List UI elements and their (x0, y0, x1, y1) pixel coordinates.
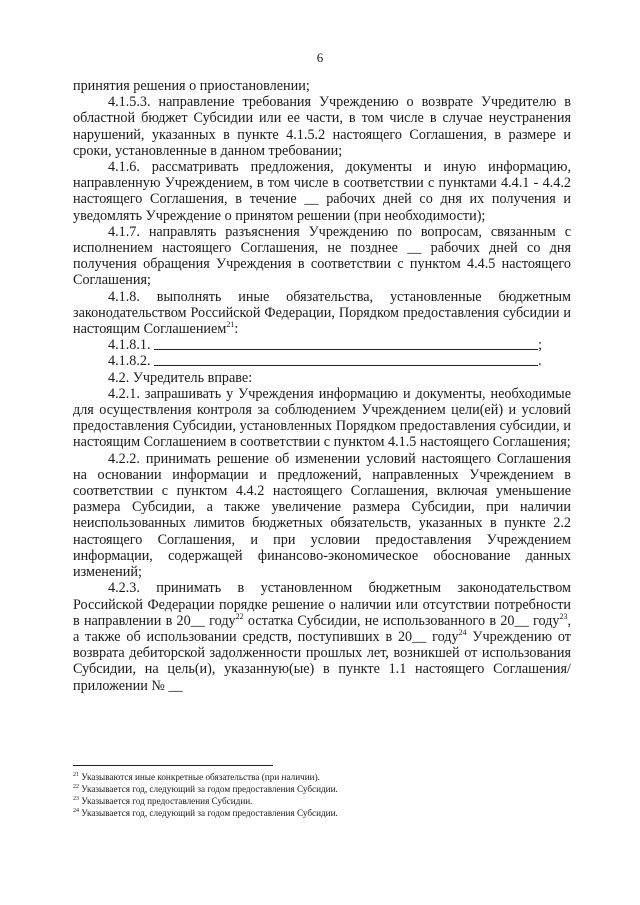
clause-4-1-8-colon: : (234, 321, 239, 338)
clause-4-2-3 (73, 580, 571, 693)
clause-4-1-6: 4.1.6. рассматривать предложения, документы и иную информацию, направленную Учреждением, в том числе в соответствии с пунктами 4.4.1 - 4.4.2 настоящего Соглашения, в течение __ рабочих дней со дня их получения и уведомлять Учреждение о принятом решении (при необходимости); (73, 159, 571, 224)
clause-4-2: 4.2. Учредитель вправе: (108, 369, 253, 386)
clause-4-2-3-part-b: остатка Субсидии, не использованного в 20__ году (243, 612, 560, 629)
footnote-21: $^{21}$ Указываются иные конкретные обязательства (при наличии). (73, 772, 320, 782)
footnote-23: $^{23}$ Указывается год предоставления Субсидии. (73, 796, 253, 806)
footnote-22: $^{22}$ Указывается год, следующий за годом предоставления Субсидии. (73, 784, 338, 794)
footnotes (73, 765, 571, 819)
clause-4-2-1: 4.2.1. запрашивать у Учреждения информацию и документы, необходимые для осуществления контроля за соблюдением Учреждением цели(ей) и условий предоставления Субсидии, установленных Порядком предоставления субсидии, и настоящим Соглашением в соответствии с пунктом 4.1.5 настоящего Соглашения; (73, 385, 571, 451)
footnote-divider (73, 765, 273, 766)
blank-line (154, 337, 538, 350)
footnote-ref-22: 22 (235, 611, 244, 621)
clause-4-2-3-part-d: Учреждению от возврата дебиторской задолженности прошлых лет, возникшей от использования Субсидии, на цель(и), указанную(ые) в пункте 1.1 настоящего Соглашения/приложении № __ (73, 628, 571, 694)
clause-4-1-8-1-label: 4.1.8.1. (108, 337, 151, 354)
clause-4-1-5-3: 4.1.5.3. направление требования Учреждению о возврате Учредителю в областной бюджет Субсидии или ее части, в том числе в случае неустранения нарушений, указанных в пункте 4.1.5.2 настоящего Соглашения, в размере и сроки, установленные в данном требовании; (73, 94, 571, 159)
clause-4-1-8-1 (73, 337, 571, 353)
clause-4-1-8-2-label: 4.1.8.2. (108, 353, 151, 370)
paragraph-continuation: принятия решения о приостановлении; (73, 78, 310, 94)
clause-4-2-3-part-a: 4.2.3. принимать в установленном бюджетным законодательством Российской Федерации порядке решение о наличии или отсутствии потребности в направлении в 20__ году (73, 580, 571, 629)
clause-4-1-7: 4.1.7. направлять разъяснения Учреждению по вопросам, связанным с исполнением настоящего Соглашения, не позднее __ рабочих дней со дня получения обращения Учреждения в соответствии с пунктом 4.4.5 настоящего Соглашения; (73, 223, 571, 289)
clause-4-1-8-2-end: . (538, 353, 542, 370)
footnote-ref-23: 23 (559, 611, 568, 621)
footnote-ref-21: 21 (226, 320, 235, 330)
clause-4-1-8-1-end: ; (538, 337, 543, 354)
clause-4-2-3-part-c: , а также об использовании средств, поступивших в 20__ году (73, 612, 571, 645)
footnote-24: $^{24}$ Указывается год, следующий за годом предоставления Субсидии. (73, 808, 338, 818)
clause-4-2-2: 4.2.2. принимать решение об изменении условий настоящего Соглашения на основании информации и предложений, направленных Учреждением в соответствии с пунктом 4.4.2 настоящего Соглашения, включая уменьшение размера Субсидии, а также увеличение размера Субсидии, при наличии неиспользованных лимитов бюджетных обязательств, указанных в пункте 2.2 настоящего Соглашения, и при условии предоставления Учреждением информации, содержащей финансово-экономическое обоснование данных изменений; (73, 450, 571, 581)
document-body (73, 78, 571, 694)
blank-line (154, 353, 538, 366)
footnote-ref-24: 24 (458, 627, 467, 637)
clause-4-1-8-2 (73, 353, 571, 369)
page-number: 6 (316, 50, 324, 65)
clause-4-1-8-text: 4.1.8. выполнять иные обязательства, установленные бюджетным законодательством Российской Федерации, Порядком предоставления субсидии и настоящим Соглашением (73, 288, 571, 338)
clause-4-1-8 (73, 289, 571, 338)
